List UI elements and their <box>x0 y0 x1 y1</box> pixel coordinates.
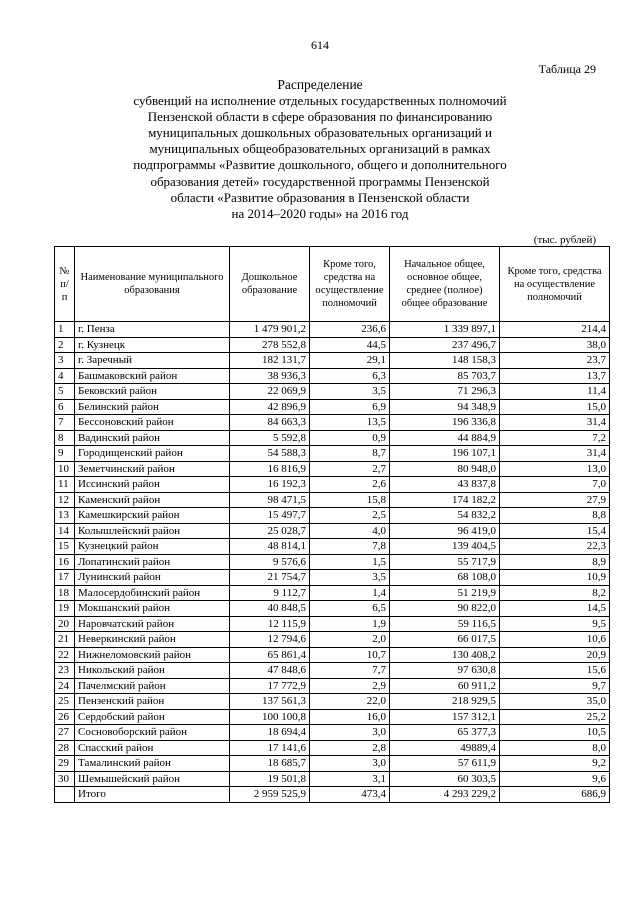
municipality-name: Шемышейский район <box>75 771 230 787</box>
general-value: 237 496,7 <box>390 337 500 353</box>
general-extra-value: 13,0 <box>500 461 610 477</box>
table-label: Таблица 29 <box>538 62 596 76</box>
preschool-extra-value: 2,9 <box>310 678 390 694</box>
row-number: 22 <box>55 647 75 663</box>
table-row <box>55 616 610 632</box>
general-extra-value: 35,0 <box>500 694 610 710</box>
municipality-name: Никольский район <box>75 663 230 679</box>
general-extra-value: 11,4 <box>500 384 610 400</box>
table-row <box>55 399 610 415</box>
heading-line: субвенций на исполнение отдельных государственных полномочий <box>133 93 507 109</box>
row-number: 13 <box>55 508 75 524</box>
preschool-extra-value: 4,0 <box>310 523 390 539</box>
preschool-value: 19 501,8 <box>230 771 310 787</box>
general-extra-value: 31,4 <box>500 415 610 431</box>
row-number: 3 <box>55 353 75 369</box>
preschool-extra-value: 6,9 <box>310 399 390 415</box>
preschool-value: 42 896,9 <box>230 399 310 415</box>
municipality-name: Кузнецкий район <box>75 539 230 555</box>
row-number: 25 <box>55 694 75 710</box>
general-value: 49889,4 <box>390 740 500 756</box>
heading-title: Распределение <box>277 77 363 92</box>
table-row <box>55 446 610 462</box>
general-value: 80 948,0 <box>390 461 500 477</box>
table-body <box>55 322 610 803</box>
general-extra-value: 15,4 <box>500 523 610 539</box>
general-extra-value: 27,9 <box>500 492 610 508</box>
preschool-value: 16 192,3 <box>230 477 310 493</box>
preschool-value: 40 848,5 <box>230 601 310 617</box>
municipality-name: Нижнеломовский район <box>75 647 230 663</box>
municipality-name: Лунинский район <box>75 570 230 586</box>
general-extra-value: 15,6 <box>500 663 610 679</box>
general-extra-value: 8,9 <box>500 554 610 570</box>
preschool-extra-value: 2,5 <box>310 508 390 524</box>
row-number: 15 <box>55 539 75 555</box>
table-row <box>55 322 610 338</box>
preschool-extra-value: 10,7 <box>310 647 390 663</box>
preschool-value: 5 592,8 <box>230 430 310 446</box>
preschool-value: 9 112,7 <box>230 585 310 601</box>
header-preschool-extra: Кроме того, средства на осуществление полномочий <box>310 247 390 322</box>
general-value: 60 911,2 <box>390 678 500 694</box>
general-extra-value: 25,2 <box>500 709 610 725</box>
heading-line: Пензенской области в сфере образования по финансированию <box>147 109 493 125</box>
row-number: 21 <box>55 632 75 648</box>
municipality-name: Наровчатский район <box>75 616 230 632</box>
general-value: 60 303,5 <box>390 771 500 787</box>
preschool-extra-value: 3,5 <box>310 384 390 400</box>
municipality-name: Спасский район <box>75 740 230 756</box>
heading-line: подпрограммы «Развитие дошкольного, общего и дополнительного <box>133 157 507 173</box>
table-row <box>55 601 610 617</box>
table-row <box>55 678 610 694</box>
row-number: 24 <box>55 678 75 694</box>
total-row <box>55 787 610 803</box>
municipality-name: Сосновоборский район <box>75 725 230 741</box>
table-row <box>55 477 610 493</box>
preschool-value: 54 588,3 <box>230 446 310 462</box>
preschool-value: 18 685,7 <box>230 756 310 772</box>
header-general: Начальное общее, основное общее, среднее (полное) общее образование <box>390 247 500 322</box>
row-number: 7 <box>55 415 75 431</box>
general-extra-value: 214,4 <box>500 322 610 338</box>
row-number: 19 <box>55 601 75 617</box>
general-value: 68 108,0 <box>390 570 500 586</box>
table-row <box>55 523 610 539</box>
municipality-name: Колышлейский район <box>75 523 230 539</box>
row-number: 2 <box>55 337 75 353</box>
header-preschool: Дошкольное образование <box>230 247 310 322</box>
general-value: 71 296,3 <box>390 384 500 400</box>
general-extra-value: 13,7 <box>500 368 610 384</box>
preschool-extra-value: 236,6 <box>310 322 390 338</box>
general-value: 94 348,9 <box>390 399 500 415</box>
municipality-name: Неверкинский район <box>75 632 230 648</box>
general-value: 196 107,1 <box>390 446 500 462</box>
row-number: 12 <box>55 492 75 508</box>
general-value: 157 312,1 <box>390 709 500 725</box>
general-extra-value: 9,6 <box>500 771 610 787</box>
general-extra-value: 7,0 <box>500 477 610 493</box>
preschool-value: 17 772,9 <box>230 678 310 694</box>
municipality-name: Земетчинский район <box>75 461 230 477</box>
row-number: 28 <box>55 740 75 756</box>
row-number: 6 <box>55 399 75 415</box>
general-extra-value: 31,4 <box>500 446 610 462</box>
preschool-extra-value: 22,0 <box>310 694 390 710</box>
municipality-name: Лопатинский район <box>75 554 230 570</box>
table-row <box>55 508 610 524</box>
units-label: (тыс. рублей) <box>533 234 596 246</box>
table-row <box>55 461 610 477</box>
general-extra-value: 14,5 <box>500 601 610 617</box>
general-extra-value: 9,2 <box>500 756 610 772</box>
table-row <box>55 337 610 353</box>
municipality-name: Городищенский район <box>75 446 230 462</box>
preschool-value: 12 115,9 <box>230 616 310 632</box>
heading-line: муниципальных дошкольных образовательных организаций и <box>148 125 492 141</box>
preschool-value: 65 861,4 <box>230 647 310 663</box>
preschool-extra-value: 2,7 <box>310 461 390 477</box>
preschool-value: 16 816,9 <box>230 461 310 477</box>
preschool-value: 84 663,3 <box>230 415 310 431</box>
preschool-extra-value: 1,4 <box>310 585 390 601</box>
page-number: 614 <box>311 38 329 52</box>
general-value: 1 339 897,1 <box>390 322 500 338</box>
preschool-extra-value: 2,0 <box>310 632 390 648</box>
general-value: 66 017,5 <box>390 632 500 648</box>
table-row <box>55 353 610 369</box>
row-number: 1 <box>55 322 75 338</box>
table-row <box>55 415 610 431</box>
general-extra-value: 22,3 <box>500 539 610 555</box>
general-extra-value: 8,8 <box>500 508 610 524</box>
heading-line: образования детей» государственной программы Пензенской <box>150 173 490 189</box>
row-number: 29 <box>55 756 75 772</box>
heading-line: области «Развитие образования в Пензенской области <box>170 189 470 205</box>
table-row <box>55 694 610 710</box>
preschool-extra-value: 8,7 <box>310 446 390 462</box>
municipality-name: Малосердобинский район <box>75 585 230 601</box>
row-number: 11 <box>55 477 75 493</box>
preschool-value: 48 814,1 <box>230 539 310 555</box>
general-value: 90 822,0 <box>390 601 500 617</box>
general-extra-value: 9,7 <box>500 678 610 694</box>
row-number: 18 <box>55 585 75 601</box>
row-number: 10 <box>55 461 75 477</box>
row-number: 16 <box>55 554 75 570</box>
general-extra-value: 23,7 <box>500 353 610 369</box>
general-extra-value: 20,9 <box>500 647 610 663</box>
municipality-name: г. Кузнецк <box>75 337 230 353</box>
general-extra-value: 686,9 <box>500 787 610 803</box>
preschool-extra-value: 13,5 <box>310 415 390 431</box>
general-value: 196 336,8 <box>390 415 500 431</box>
preschool-extra-value: 44,5 <box>310 337 390 353</box>
preschool-value: 22 069,9 <box>230 384 310 400</box>
general-value: 4 293 229,2 <box>390 787 500 803</box>
table-row <box>55 430 610 446</box>
table-row <box>55 384 610 400</box>
preschool-extra-value: 7,8 <box>310 539 390 555</box>
table-row <box>55 539 610 555</box>
row-number: 14 <box>55 523 75 539</box>
preschool-extra-value: 6,5 <box>310 601 390 617</box>
general-value: 65 377,3 <box>390 725 500 741</box>
header-name: Наименование муниципального образования <box>75 247 230 322</box>
preschool-extra-value: 6,3 <box>310 368 390 384</box>
general-value: 139 404,5 <box>390 539 500 555</box>
municipality-name: Камешкирский район <box>75 508 230 524</box>
table-row <box>55 554 610 570</box>
general-value: 218 929,5 <box>390 694 500 710</box>
header-general-extra: Кроме того, средства на осуществление полномочий <box>500 247 610 322</box>
preschool-extra-value: 29,1 <box>310 353 390 369</box>
table-row <box>55 725 610 741</box>
row-number: 26 <box>55 709 75 725</box>
general-value: 148 158,3 <box>390 353 500 369</box>
preschool-value: 2 959 525,9 <box>230 787 310 803</box>
preschool-value: 47 848,6 <box>230 663 310 679</box>
table-row <box>55 663 610 679</box>
municipality-name: Иссинский район <box>75 477 230 493</box>
table-row <box>55 647 610 663</box>
general-extra-value: 10,9 <box>500 570 610 586</box>
row-number: 17 <box>55 570 75 586</box>
preschool-extra-value: 3,1 <box>310 771 390 787</box>
municipality-name: г. Заречный <box>75 353 230 369</box>
general-value: 85 703,7 <box>390 368 500 384</box>
preschool-extra-value: 1,5 <box>310 554 390 570</box>
general-extra-value: 10,6 <box>500 632 610 648</box>
general-extra-value: 7,2 <box>500 430 610 446</box>
preschool-extra-value: 1,9 <box>310 616 390 632</box>
preschool-value: 17 141,6 <box>230 740 310 756</box>
general-extra-value: 38,0 <box>500 337 610 353</box>
preschool-value: 1 479 901,2 <box>230 322 310 338</box>
row-number: 23 <box>55 663 75 679</box>
preschool-value: 137 561,3 <box>230 694 310 710</box>
table-header-row <box>55 247 610 322</box>
general-value: 54 832,2 <box>390 508 500 524</box>
general-value: 51 219,9 <box>390 585 500 601</box>
heading-line: муниципальных общеобразовательных организаций в рамках <box>149 141 491 157</box>
preschool-extra-value: 2,6 <box>310 477 390 493</box>
preschool-extra-value: 473,4 <box>310 787 390 803</box>
general-value: 97 630,8 <box>390 663 500 679</box>
table-row <box>55 368 610 384</box>
table-row <box>55 570 610 586</box>
preschool-extra-value: 16,0 <box>310 709 390 725</box>
row-number: 30 <box>55 771 75 787</box>
preschool-value: 15 497,7 <box>230 508 310 524</box>
row-number: 8 <box>55 430 75 446</box>
table-row <box>55 585 610 601</box>
general-extra-value: 15,0 <box>500 399 610 415</box>
table-row <box>55 771 610 787</box>
preschool-value: 98 471,5 <box>230 492 310 508</box>
general-value: 43 837,8 <box>390 477 500 493</box>
table-row <box>55 740 610 756</box>
municipality-name: Сердобский район <box>75 709 230 725</box>
table-row <box>55 709 610 725</box>
municipality-name: Вадинский район <box>75 430 230 446</box>
preschool-value: 38 936,3 <box>230 368 310 384</box>
preschool-value: 182 131,7 <box>230 353 310 369</box>
municipality-name: Белинский район <box>75 399 230 415</box>
preschool-extra-value: 3,0 <box>310 756 390 772</box>
preschool-value: 278 552,8 <box>230 337 310 353</box>
row-number: 5 <box>55 384 75 400</box>
general-value: 59 116,5 <box>390 616 500 632</box>
row-number: 20 <box>55 616 75 632</box>
general-value: 130 408,2 <box>390 647 500 663</box>
municipality-name: Мокшанский район <box>75 601 230 617</box>
preschool-extra-value: 0,9 <box>310 430 390 446</box>
general-value: 96 419,0 <box>390 523 500 539</box>
document-heading <box>100 77 540 222</box>
preschool-extra-value: 3,5 <box>310 570 390 586</box>
general-value: 174 182,2 <box>390 492 500 508</box>
municipality-name: Тамалинский район <box>75 756 230 772</box>
subsidy-table <box>54 246 610 803</box>
general-extra-value: 10,5 <box>500 725 610 741</box>
municipality-name: Бессоновский район <box>75 415 230 431</box>
municipality-name: Итого <box>75 787 230 803</box>
row-number: 4 <box>55 368 75 384</box>
general-value: 44 884,9 <box>390 430 500 446</box>
row-number: 9 <box>55 446 75 462</box>
header-num: № п/п <box>55 247 75 322</box>
preschool-value: 12 794,6 <box>230 632 310 648</box>
municipality-name: г. Пенза <box>75 322 230 338</box>
general-value: 55 717,9 <box>390 554 500 570</box>
table-row <box>55 492 610 508</box>
preschool-extra-value: 2,8 <box>310 740 390 756</box>
general-extra-value: 8,0 <box>500 740 610 756</box>
preschool-extra-value: 15,8 <box>310 492 390 508</box>
preschool-value: 25 028,7 <box>230 523 310 539</box>
preschool-value: 9 576,6 <box>230 554 310 570</box>
municipality-name: Бековский район <box>75 384 230 400</box>
table-row <box>55 632 610 648</box>
preschool-value: 18 694,4 <box>230 725 310 741</box>
preschool-value: 100 100,8 <box>230 709 310 725</box>
row-number: 27 <box>55 725 75 741</box>
heading-line: на 2014–2020 годы» на 2016 год <box>231 205 409 221</box>
preschool-extra-value: 7,7 <box>310 663 390 679</box>
preschool-value: 21 754,7 <box>230 570 310 586</box>
municipality-name: Башмаковский район <box>75 368 230 384</box>
preschool-extra-value: 3,0 <box>310 725 390 741</box>
general-extra-value: 9,5 <box>500 616 610 632</box>
municipality-name: Пензенский район <box>75 694 230 710</box>
row-number <box>55 787 75 803</box>
municipality-name: Пачелмский район <box>75 678 230 694</box>
general-extra-value: 8,2 <box>500 585 610 601</box>
general-value: 57 611,9 <box>390 756 500 772</box>
table-row <box>55 756 610 772</box>
municipality-name: Каменский район <box>75 492 230 508</box>
